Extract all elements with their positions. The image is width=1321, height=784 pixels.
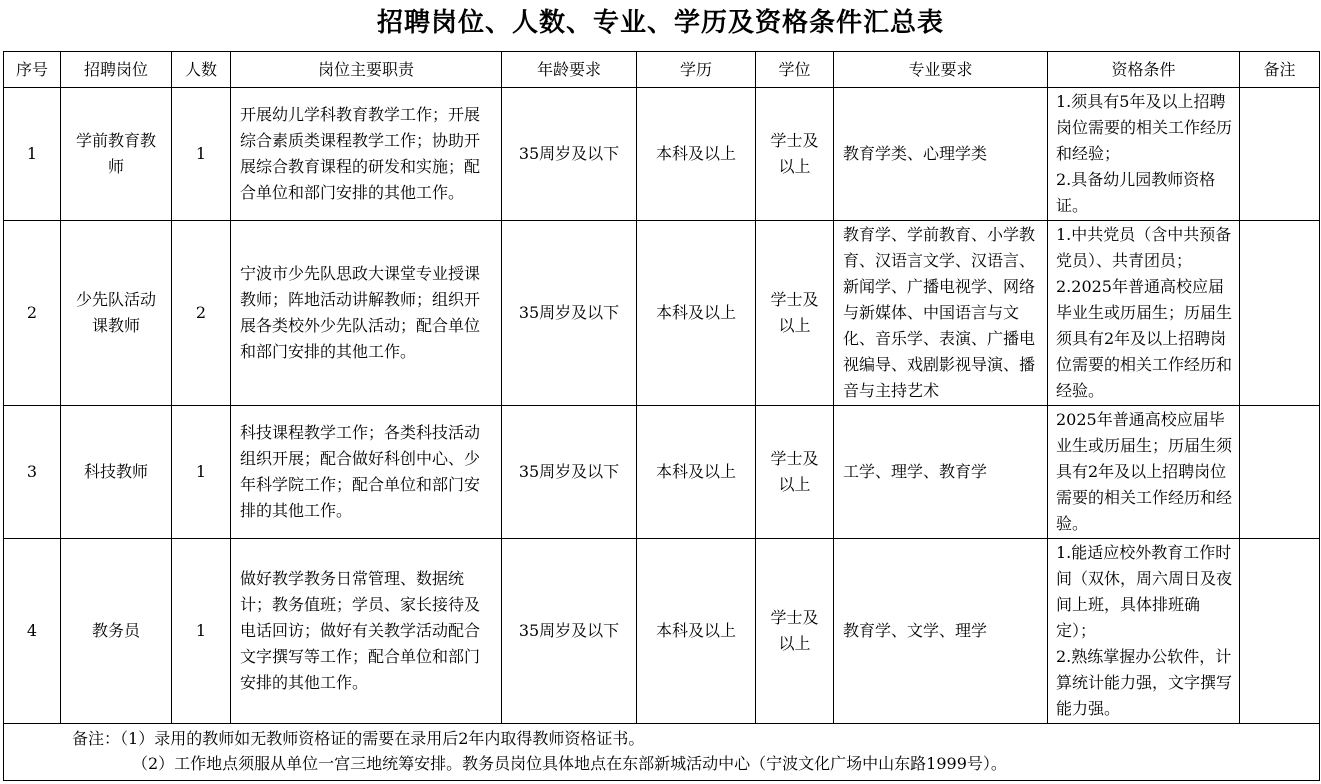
- table-row: [4, 406, 1320, 539]
- degree-cell: 学士及以上: [756, 221, 834, 406]
- notes-label: 备注：: [72, 729, 121, 748]
- age-cell: 35周岁及以下: [502, 406, 637, 539]
- header-cell: 资格条件: [1048, 52, 1240, 88]
- count-cell: 2: [172, 221, 231, 406]
- header-cell: 岗位主要职责: [231, 52, 502, 88]
- header-row: [4, 52, 1320, 88]
- degree-cell: 学士及以上: [756, 539, 834, 724]
- count-cell: 1: [172, 88, 231, 221]
- age-cell: 35周岁及以下: [502, 221, 637, 406]
- duties-cell: 做好教学教务日常管理、数据统计；教务值班；学员、家长接待及电话回访；做好有关教学活动配合文字撰写等工作；配合单位和部门安排的其他工作。: [231, 539, 502, 724]
- age-cell: 35周岁及以下: [502, 88, 637, 221]
- qualification-cell: 1.须具有5年及以上招聘岗位需要的相关工作经历和经验； 2.具备幼儿园教师资格证。: [1048, 88, 1240, 221]
- education-cell: 本科及以上: [637, 221, 756, 406]
- header-cell: 招聘岗位: [61, 52, 172, 88]
- note-line-1: [72, 726, 1319, 751]
- table-row: [4, 221, 1320, 406]
- position-cell: 学前教育教师: [61, 88, 172, 221]
- education-cell: 本科及以上: [637, 88, 756, 221]
- major-cell: 教育学类、心理学类: [834, 88, 1048, 221]
- header-cell: 年龄要求: [502, 52, 637, 88]
- notes-row: [4, 724, 1320, 781]
- row-number: 1: [4, 88, 61, 221]
- note-text-2: （2）工作地点须服从单位一宫三地统筹安排。教务员岗位具体地点在东部新城活动中心（宁波文化广场中山东路1999号）。: [132, 754, 1007, 773]
- row-number: 3: [4, 406, 61, 539]
- remark-cell: [1240, 406, 1320, 539]
- qualification-cell: 2025年普通高校应届毕业生或历届生；历届生须具有2年及以上招聘岗位需要的相关工作经历和经验。: [1048, 406, 1240, 539]
- recruitment-table: [3, 51, 1320, 781]
- remark-cell: [1240, 539, 1320, 724]
- row-number: 2: [4, 221, 61, 406]
- header-cell: 序号: [4, 52, 61, 88]
- qualification-cell: 1.中共党员（含中共预备党员）、共青团员； 2.2025年普通高校应届毕业生或历届生；历届生须具有2年及以上招聘岗位需要的相关工作经历和经验。: [1048, 221, 1240, 406]
- header-cell: 专业要求: [834, 52, 1048, 88]
- header-cell: 学位: [756, 52, 834, 88]
- qualification-cell: 1.能适应校外教育工作时间（双休，周六周日及夜间上班，具体排班确定）； 2.熟练掌握办公软件，计算统计能力强，文字撰写能力强。: [1048, 539, 1240, 724]
- header-cell: 备注: [1240, 52, 1320, 88]
- position-cell: 教务员: [61, 539, 172, 724]
- table-row: [4, 539, 1320, 724]
- notes-cell: [4, 724, 1320, 781]
- table-row: [4, 88, 1320, 221]
- degree-cell: 学士及以上: [756, 88, 834, 221]
- position-cell: 少先队活动课教师: [61, 221, 172, 406]
- note-text-1: （1）录用的教师如无教师资格证的需要在录用后2年内取得教师资格证书。: [120, 729, 645, 748]
- age-cell: 35周岁及以下: [502, 539, 637, 724]
- education-cell: 本科及以上: [637, 406, 756, 539]
- degree-cell: 学士及以上: [756, 406, 834, 539]
- count-cell: 1: [172, 539, 231, 724]
- major-cell: 工学、理学、教育学: [834, 406, 1048, 539]
- row-number: 4: [4, 539, 61, 724]
- major-cell: 教育学、文学、理学: [834, 539, 1048, 724]
- count-cell: 1: [172, 406, 231, 539]
- remark-cell: [1240, 88, 1320, 221]
- duties-cell: 宁波市少先队思政大课堂专业授课教师；阵地活动讲解教师；组织开展各类校外少先队活动；配合单位和部门安排的其他工作。: [231, 221, 502, 406]
- position-cell: 科技教师: [61, 406, 172, 539]
- major-cell: 教育学、学前教育、小学教育、汉语言文学、汉语言、新闻学、广播电视学、网络与新媒体、中国语言与文化、音乐学、表演、广播电视编导、戏剧影视导演、播音与主持艺术: [834, 221, 1048, 406]
- remark-cell: [1240, 221, 1320, 406]
- header-cell: 学历: [637, 52, 756, 88]
- duties-cell: 科技课程教学工作；各类科技活动组织开展；配合做好科创中心、少年科学院工作；配合单位和部门安排的其他工作。: [231, 406, 502, 539]
- education-cell: 本科及以上: [637, 539, 756, 724]
- header-cell: 人数: [172, 52, 231, 88]
- page-title: 招聘岗位、人数、专业、学历及资格条件汇总表: [376, 8, 944, 38]
- duties-cell: 开展幼儿学科教育教学工作；开展综合素质类课程教学工作；协助开展综合教育课程的研发和实施；配合单位和部门安排的其他工作。: [231, 88, 502, 221]
